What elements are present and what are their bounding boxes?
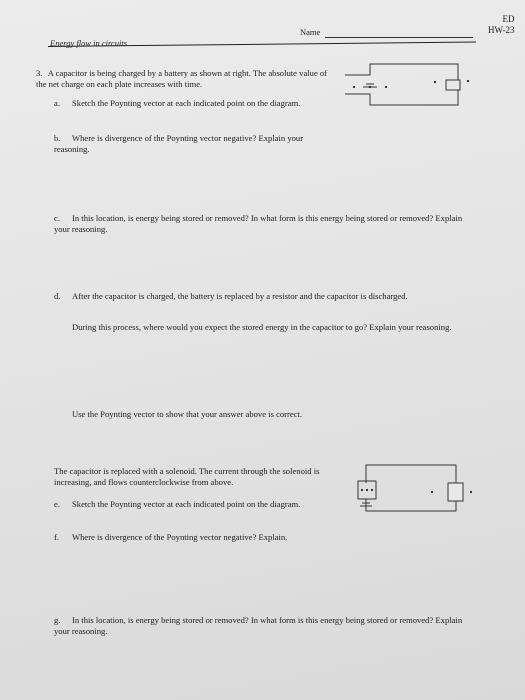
part-a-text: Sketch the Poynting vector at each indicated point on the diagram. xyxy=(72,98,301,108)
part-e xyxy=(54,499,324,510)
indicated-point xyxy=(470,491,472,493)
indicated-point xyxy=(467,80,469,82)
part-b xyxy=(54,133,314,154)
part-c xyxy=(54,213,474,234)
assignment-code xyxy=(488,14,515,37)
question-3-text: A capacitor is being charged by a battery as shown at right. The absolute value of the net charge on each plate increases with time. xyxy=(36,68,328,89)
solenoid-circuit-wires xyxy=(358,465,463,511)
part-g-label: g. xyxy=(54,615,61,625)
code-line-2: HW-23 xyxy=(488,25,515,36)
part-f xyxy=(54,532,384,543)
part-d-question: During this process, where would you expect the stored energy in the capacitor to go? Explain your reasoning. xyxy=(72,322,452,332)
part-e-text: Sketch the Poynting vector at each indicated point on the diagram. xyxy=(72,499,301,509)
indicated-point xyxy=(366,489,368,491)
part-g xyxy=(54,615,474,636)
question-number: 3. xyxy=(36,68,43,78)
part-g-text: In this location, is energy being stored or removed? In what form is this energy being stored or removed? Explain your reasoning. xyxy=(54,615,463,636)
part-f-label: f. xyxy=(54,532,60,542)
part-d-label: d. xyxy=(54,291,61,301)
indicated-point xyxy=(353,86,355,88)
solenoid-diagram xyxy=(348,461,478,523)
capacitor-diagram xyxy=(340,56,470,116)
part-d-poynting-check: Use the Poynting vector to show that your answer above is correct. xyxy=(72,409,303,419)
part-d xyxy=(54,291,474,302)
part-a-label: a. xyxy=(54,98,60,108)
part-f-text: Where is divergence of the Poynting vector negative? Explain. xyxy=(72,532,288,542)
indicated-point xyxy=(361,489,363,491)
indicated-point xyxy=(385,86,387,88)
question-3-intro xyxy=(36,68,336,89)
solenoid-intro: The capacitor is replaced with a solenoid. The current through the solenoid is increasing, and flows counterclockwise from above. xyxy=(54,466,320,487)
part-b-text: Where is divergence of the Poynting vector negative? Explain your reasoning. xyxy=(54,133,304,154)
code-line-1: ED xyxy=(502,14,515,24)
part-c-text: In this location, is energy being stored or removed? In what form is this energy being stored or removed? Explain your reasoning. xyxy=(54,213,463,234)
part-e-label: e. xyxy=(54,499,60,509)
part-a xyxy=(54,98,314,109)
course-title: Energy flow in circuits xyxy=(50,38,128,48)
indicated-point xyxy=(371,489,373,491)
part-c-label: c. xyxy=(54,213,60,223)
name-label: Name xyxy=(300,27,321,37)
indicated-point xyxy=(431,491,433,493)
name-blank-line[interactable] xyxy=(325,37,473,38)
capacitor-circuit-wires xyxy=(345,64,460,105)
indicated-point xyxy=(369,86,371,88)
part-b-label: b. xyxy=(54,133,61,143)
indicated-point xyxy=(434,81,436,83)
part-d-text: After the capacitor is charged, the battery is replaced by a resistor and the capacitor is discharged. xyxy=(72,291,408,301)
